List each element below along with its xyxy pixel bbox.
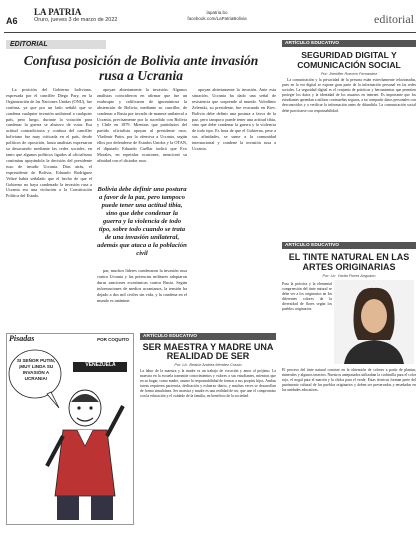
article3-band: ARTÍCULO EDUCATIVO <box>282 40 416 47</box>
page-header <box>4 6 416 34</box>
author-photo <box>334 280 414 364</box>
article2-band: ARTÍCULO EDUCATIVO <box>140 333 276 340</box>
article3-byline: Por: Jheniffer Romero Fernandez <box>320 72 378 76</box>
editorial-column-2-bottom <box>97 268 187 303</box>
cartoon-bubble-text: SI SEÑOR PUTIN, ¡MUY LINDA SU INVASIÓN A UCRANIA! <box>16 358 56 381</box>
article4-band: ARTÍCULO EDUCATIVO <box>282 242 416 249</box>
article2-byline: Por: Lic. Beatriz Andrea Mendez Cossio <box>174 363 242 367</box>
article3-body <box>282 78 416 114</box>
section-name: editorial <box>374 12 414 26</box>
cartoon <box>6 333 134 525</box>
article4-byline: Por: Lic. Yacita Flores Anguano <box>322 274 376 278</box>
editorial-column-3 <box>192 87 276 152</box>
editorial-pullquote: Bolivia debe definir una postura a favor de la paz, pero tampoco puede tener una actitud tibia, sino que debe condenar la guerra y la violencia de todo tipo, sobre todo cuando se trata de una invasión unilateral, además que ataca a la población civil <box>97 186 187 257</box>
article-digital-security <box>282 40 416 114</box>
editorial-article <box>6 40 276 326</box>
article-teacher-mother <box>140 333 276 525</box>
editorial-col3-text: apoyan abiertamente la invasión. Ante esta situación, Ucrania ha dado una señal de resistencia que sorprende al mundo. Volodímir Zelenski, su presidente, fue evacuado en Kiev. Bolivia debe definir una postura a favor de la paz, pero tampoco puede tener una actitud tibia, sino que debe condenar la guerra y la violencia de todo tipo. Es hora de que el Gobierno, pese a sus afinidades, se sume a la comunidad internacional y condene la invasión rusa a Ucrania. <box>192 87 276 152</box>
article3-body-text: La comunicación y la privacidad de la persona están estrechamente relacionadas, pues en la era digital se expone gran parte de la información personal en las redes sociales. La seguridad digital es el conjunto de prácticas y herramientas que permiten proteger los datos y la identidad de los usuarios en internet. Es importante que los estudiantes aprendan a utilizar contraseñas seguras, a no compartir datos personales con desconocidos y a verificar la información antes de difundirla. La comunicación social debe practicarse con responsabilidad. <box>282 78 416 113</box>
article2-title: SER MAESTRA Y MADRE UNA REALIDAD DE SER <box>142 342 274 361</box>
cartoon-logo: Pisadas <box>9 334 35 343</box>
brand-name: LA PATRIA <box>34 7 82 17</box>
editorial-title: Confusa posición de Bolivia ante invasión rusa a Ucrania <box>23 53 259 83</box>
editorial-tag: EDITORIAL <box>6 40 106 49</box>
dateline: Oruro, jueves 3 de marzo de 2022 <box>34 17 118 23</box>
article-natural-dye <box>282 242 416 278</box>
article2-body: La labor de la maestra y la madre es un trabajo de vocación y amor al prójimo. La maestra en la escuela transmite conocimientos y valores a sus estudiantes, mientras que en su hogar, como madre, asume la responsabilidad de formar a sus propios hijos. Ambas tareas requieren paciencia, dedicación y esfuerzo diario, y muchas veces se desarrollan de forma simultánea. Ser maestra y madre es una realidad de ser, que une el compromiso con la educación y el cuidado de la familia, en beneficio de la sociedad. <box>140 369 276 399</box>
header-rule <box>4 32 416 33</box>
editorial-col1-text: La posición del Gobierno boliviano, expresada por el canciller Diego Pary, en la Organización de las Naciones Unidas (ONU), fue confusa, ya que por un lado señaló que se condena cualquier invasión unilateral a cualquier país, pero luego, durante la votación para condenar la guerra se abstuvo de votar. Esa actitud contradictoria y confusa del canciller boliviano fue muy criticada en el país, desde políticos de oposición, hasta analistas expresaron su desacuerdo mediante las redes sociales, en tanto que algunos políticos ligados al oficialismo continúan apoyándola la decisión del presidente ruso de invadir Ucrania. Dias atrás, el expresidente de Bolivia, Eduardo Rodríguez Veltzé había señalado que el hecho de que el Gobierno no haya condenado la invasión rusa a Ucrania era una violación a la Constitución Política del Estado. <box>6 87 92 199</box>
editorial-col2-top-text: apoyan abiertamente la invasión. Algunos analistas coincidieron en afirmar que fue un exabrupto y calificaron de ignominiosa la abstención de Bolivia, mediante su canciller, de condenar a Rusia por invadir de manera unilateral a Ucrania, precisamente por lo sucedido con Bolivia y Chile en 1879. Mientras que partidarios del partido oficialista apoyan al presidente ruso, Vladimir Putin, por la ofensiva a Ucrania, según ellos por defenderse de Estados Unidos y la OTAN, el diputado Eduardo Cuéllar indicó que Evo Morales, en repetidas ocasiones, mencionó su afinidad con el dictador ruso. <box>97 87 187 163</box>
cartoon-sign-text: VENEZUELA <box>85 362 116 368</box>
editorial-column-1 <box>6 87 92 199</box>
article4-body-left: Para la práctica y la elemental comprensión del tinte natural se debe ver a los originarios en los diferentes colores de la diversidad de flores según los pueblos originarios. <box>282 282 332 312</box>
facebook-url[interactable]: facebook.com/LaPatriaBolivia <box>187 16 247 21</box>
site-links <box>182 10 252 22</box>
editorial-column-2 <box>97 87 187 164</box>
editorial-col2-bottom-text: par, muchos líderes condenaron la invasión rusa contra Ucrania y las potencias militares adoptaron duras sanciones económicas contra Rusia. Según informaciones de medios ucranianos, la tensión ha dejado a dos mil civiles sin vida, y la condena en el mundo es unánime. <box>97 268 187 303</box>
cartoon-credit: POR COQUITO <box>97 337 129 342</box>
article4-title: EL TINTE NATURAL EN LAS ARTES ORIGINARIAS <box>288 252 410 272</box>
site-url[interactable]: lapatria.bo <box>206 10 228 15</box>
article4-body-bottom: El proceso del tinte natural consiste en la obtención de colores a partir de plantas, minerales y algunos insectos. Nuestros antepasados utilizaban la cochinilla para el color rojo, el nogal para el marrón y la chilca para el verde. Estas técnicas forman parte del patrimonio cultural de los pueblos originarios y deben ser preservadas y enseñadas en las unidades educativas. <box>282 368 416 393</box>
article3-title: SEGURIDAD DIGITAL Y COMUNICACIÓN SOCIAL <box>297 50 401 70</box>
page-number: A6 <box>6 16 18 26</box>
